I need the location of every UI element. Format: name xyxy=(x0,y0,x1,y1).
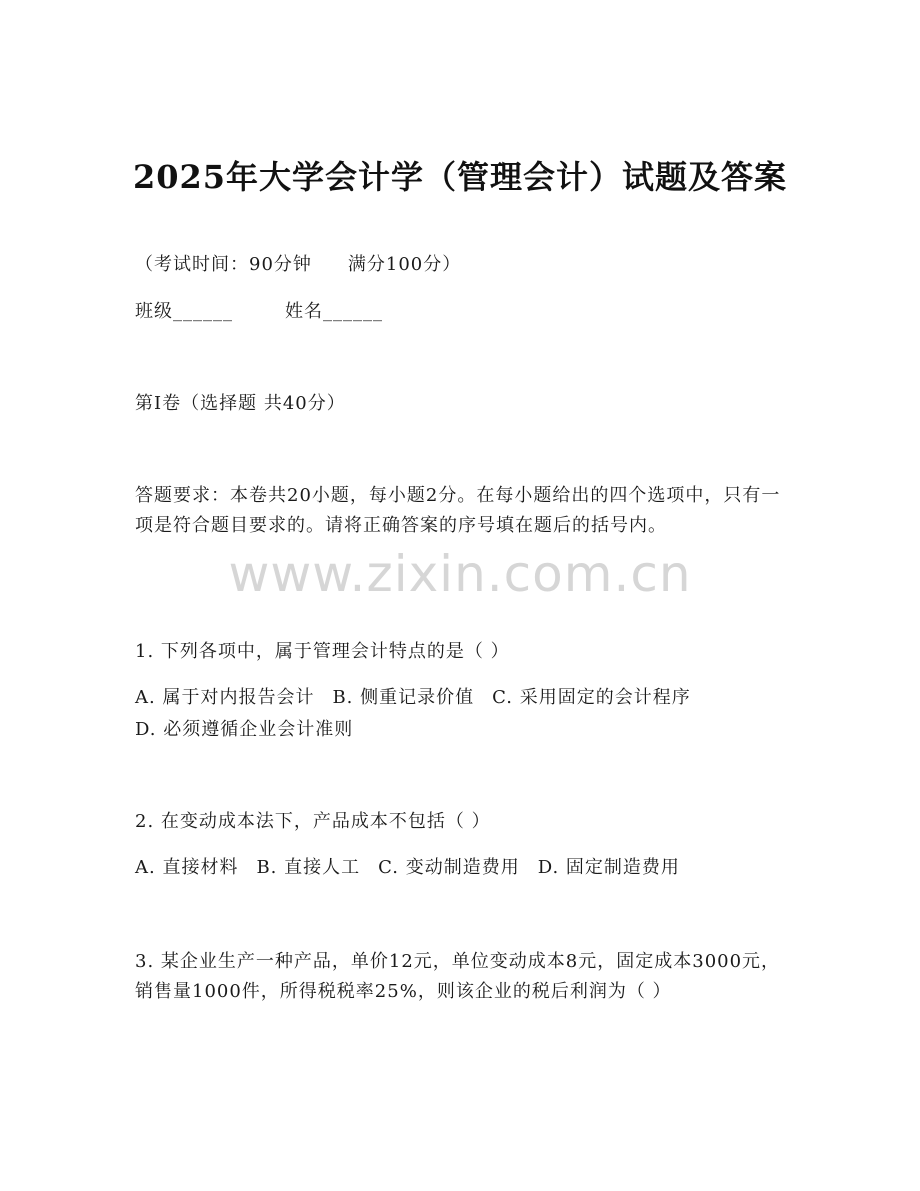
question-1-options-row-1 xyxy=(135,682,790,714)
question-3-stem: 3. 某企业生产一种产品，单价12元，单位变动成本8元，固定成本3000元，销售量1000件，所得税税率25%，则该企业的税后利润为（ ） xyxy=(135,951,781,1002)
question-2-option-d: D. 固定制造费用 xyxy=(537,857,680,878)
question-2-option-c: C. 变动制造费用 xyxy=(378,857,520,878)
question-1-option-a: A. 属于对内报告会计 xyxy=(135,687,315,708)
watermark: www.zixin.com.cn xyxy=(228,545,692,603)
section-heading: 第Ⅰ卷（选择题 共40分） xyxy=(135,393,346,414)
question-1-option-d: D. 必须遵循企业会计准则 xyxy=(135,719,354,740)
instructions: 答题要求：本卷共20小题，每小题2分。在每小题给出的四个选项中，只有一项是符合题目要求的。请将正确答案的序号填在题后的括号内。 xyxy=(135,485,781,536)
exam-score: 满分100分） xyxy=(347,254,462,275)
question-1-option-c: C. 采用固定的会计程序 xyxy=(492,687,691,708)
student-fields xyxy=(135,296,790,328)
exam-info xyxy=(135,249,790,281)
question-1-option-b: B. 侧重记录价值 xyxy=(332,687,475,708)
question-2-options xyxy=(135,852,790,884)
name-field: 姓名______ xyxy=(285,301,383,322)
question-2-stem: 2. 在变动成本法下，产品成本不包括（ ） xyxy=(135,811,491,832)
class-field: 班级______ xyxy=(135,301,233,322)
question-1-stem: 1. 下列各项中，属于管理会计特点的是（ ） xyxy=(135,641,510,662)
document-title: 2025年大学会计学（管理会计）试题及答案 xyxy=(132,158,788,196)
question-2-option-b: B. 直接人工 xyxy=(256,857,361,878)
exam-time: （考试时间：90分钟 xyxy=(135,254,312,275)
question-2-option-a: A. 直接材料 xyxy=(135,857,239,878)
question-1-options-row-2 xyxy=(135,714,790,746)
